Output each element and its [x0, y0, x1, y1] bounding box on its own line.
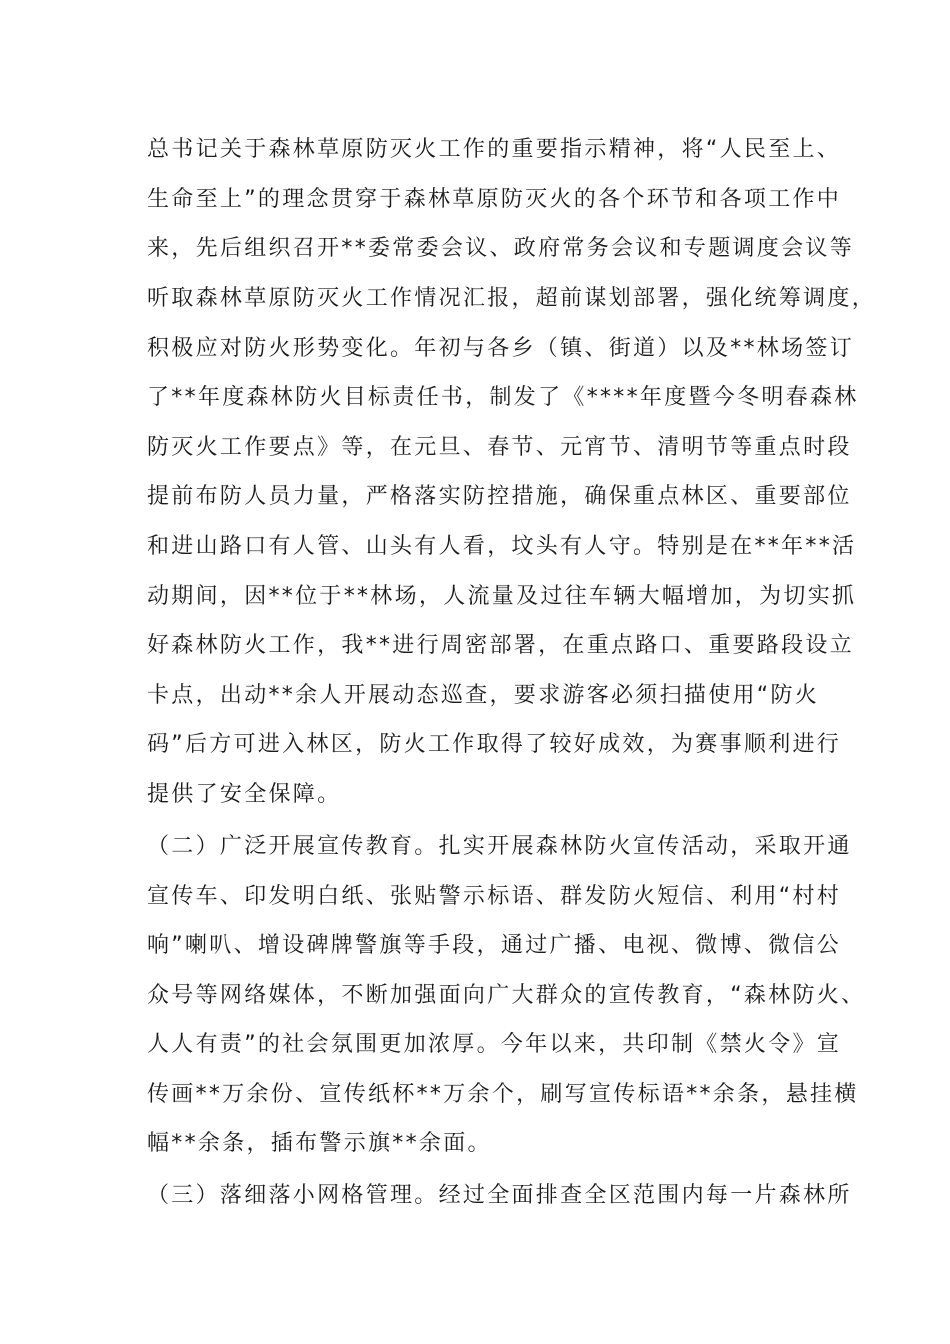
text-line: 好森林防火工作，我**进行周密部署，在重点路口、重要路段设立	[147, 633, 855, 658]
text-line: 提前布防人员力量，严格落实防控措施，确保重点林区、重要部位	[147, 484, 852, 509]
text-line: 人人有责”的社会氛围更加浓厚。今年以来，共印制《禁火令》宣	[147, 1032, 842, 1057]
section-heading-line: （三）落细落小网格管理。经过全面排查全区范围内每一片森林所	[147, 1183, 852, 1208]
text-line: 了**年度森林防火目标责任书，制发了《****年度暨今冬明春森林	[147, 385, 859, 410]
text-line: 码”后方可进入林区，防火工作取得了较好成效，为赛事顺利进行	[147, 732, 842, 757]
text-line: 传画**万余份、宣传纸杯**万余个，刷写宣传标语**余条，悬挂横	[147, 1082, 859, 1107]
text-line: 听取森林草原防灭火工作情况汇报，超前谋划部署，强化统筹调度，	[147, 286, 877, 311]
text-line: 来，先后组织召开**委常委会议、政府常务会议和专题调度会议等	[147, 236, 855, 261]
text-line: 众号等网络媒体，不断加强面向广大群众的宣传教育，“森林防火、	[147, 983, 866, 1008]
section-heading-line: （二）广泛开展宣传教育。扎实开展森林防火宣传活动，采取开通	[147, 834, 852, 859]
text-line: 幅**余条，插布警示旗**余面。	[147, 1131, 492, 1156]
text-line: 卡点，出动**余人开展动态巡查，要求游客必须扫描使用“防火	[147, 683, 820, 708]
text-line: 宣传车、印发明白纸、张贴警示标语、群发防火短信、利用“村村	[147, 884, 842, 909]
text-line: 和进山路口有人管、山头有人看，坟头有人守。特别是在**年**活	[147, 534, 857, 559]
text-line: 防灭火工作要点》等，在元旦、春节、元宵节、清明节等重点时段	[147, 435, 852, 460]
text-line: 积极应对防火形势变化。年初与各乡（镇、街道）以及**林场签订	[147, 336, 855, 361]
text-line: 生命至上”的理念贯穿于森林草原防灭火的各个环节和各项工作中	[147, 187, 842, 212]
text-line: 动期间，因**位于**林场，人流量及过往车辆大幅增加，为切实抓	[147, 584, 857, 609]
text-line: 总书记关于森林草原防灭火工作的重要指示精神，将“人民至上、	[147, 137, 842, 162]
text-line: 提供了安全保障。	[147, 782, 342, 807]
text-line: 响”喇叭、增设碑牌警旗等手段，通过广播、电视、微博、微信公	[147, 933, 842, 958]
